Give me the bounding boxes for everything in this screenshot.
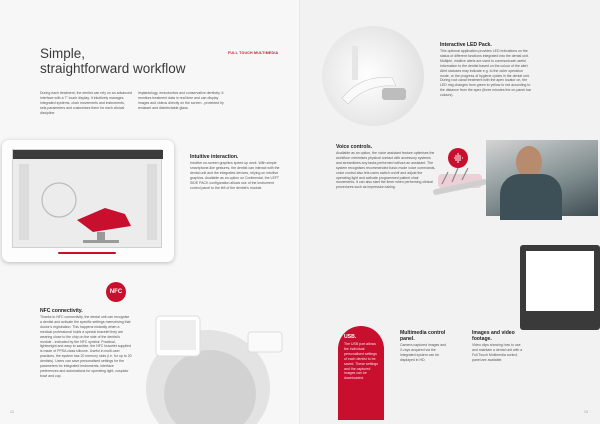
lamp-graphic: [322, 26, 424, 126]
title-line-1: Simple,: [40, 46, 86, 61]
monitor-screen: [526, 251, 594, 311]
monitor-photo: [520, 245, 600, 330]
video-text: Video clips showing how to use and maintain a dental unit with a Full Touch Multimedia control panel are available.: [472, 343, 523, 362]
usb-panel: [338, 326, 384, 420]
video-heading-line-1: Images and video: [472, 330, 515, 336]
voice-heading: Voice controls.: [336, 144, 373, 150]
multimedia-heading-line-2: panel.: [400, 336, 415, 342]
operating-light-photo: [322, 26, 424, 126]
nfc-heading: NFC connectivity.: [40, 308, 83, 314]
video-heading-line-2: footage.: [472, 336, 492, 342]
led-indicator-bar: [58, 252, 116, 254]
voice-text: Available as an option, the voice assistant feature optimises the workflow: minimises physical contact with accessory systems and streamlines any tasks performed without an assistant. The system recognises recommended basic mode voice commands, voice control also lets users switch on/off and adjust the operating light and activate programmed patient chair movements. It can also start the timer when performing clinical procedures such as impression taking.: [336, 151, 436, 190]
video-heading: [472, 330, 528, 342]
dental-chair-graphic: [13, 150, 163, 249]
title-line-2: straightforward workflow: [40, 61, 186, 76]
multimedia-text: Camera captured images and X-rays acquired via the integrated system can be displayed in HD.: [400, 343, 447, 362]
page-number-right: 13: [584, 410, 588, 414]
instrument-tray-photo: [432, 152, 488, 210]
section-tag: FULL TOUCH MULTIMEDIA: [228, 51, 279, 55]
multimedia-heading: [400, 330, 454, 342]
page-number-left: 12: [10, 410, 14, 414]
touch-display-screen: [12, 149, 162, 248]
led-heading: Interactive LED Pack.: [440, 42, 492, 48]
usb-text: The USB port allows the individual personalised settings of each dentist to be saved. These settings and the captured images can be downloaded.: [344, 342, 378, 381]
dentist-photo: [486, 140, 598, 216]
multimedia-heading-line-1: Multimedia control: [400, 330, 446, 336]
dentist-body: [500, 174, 562, 220]
intuitive-heading: Intuitive interaction.: [190, 154, 239, 160]
intuitive-text: Intuitive on-screen graphics speed up work. With simple smartphone-like gestures, the dentist can interact with the dental unit and the integrated devices, relying on intuitive graphics. Available as an option on Continental, the LEFT SIDE PACK configuration allows use of the instrument control panel to the left of the dentist's module.: [190, 161, 280, 190]
nfc-text: Thanks to NFC connectivity, the dental unit can recognise a dentist and activate the specific settings memorising that doctor's registration. This happens instantly when a medical professional holds a special bracelet they are wearing close to the chip on the side of the dentist's module - indicated by the NFC symbol. Practical, lightweight and easy to sanitise, the NFC bracelet supplied is made of PPSA class silicone. Useful in multi-user practices, the system has 20 memory slots (i.e. for up to 20 dentists). Users can save personalised settings for the parameters for integrated instruments, interface preferences and automations for operating light, cuspidor bowl and cup.: [40, 315, 132, 378]
intro-text-col-1: During each treatment, the dentist can rely on an advanced interface with a 7" touch display. It intuitively manages integrated systems, chair movements and instruments, sets parameters and customises them for each clinical discipline: [40, 91, 132, 115]
touch-display-illustration: [2, 140, 174, 262]
page-title: [40, 46, 240, 76]
led-text: This optional application provides LED indications on the status of different functions integrated into the dental unit. Multiple, intuitive alerts are used to communicate useful information to the dentist based on the colour of the alert. Alert statuses may indicate e.g. to the outer operation mode, or the progress of hygiene cycles in the dental unit. During root canal treatment with the apex locator on, the LED ring changes from green to yellow to red according to the distance from the apex (three minutes the on-panel bar colours).: [440, 49, 532, 98]
usb-heading: USB.: [344, 334, 357, 340]
nfc-icon-label: NFC: [109, 289, 123, 295]
intro-text-col-2: implantology, endodontics and conservative dentistry. It monitors treatment data in real time and can display images and videos directly on the screen - protected by resistant and disinfectable glass.: [138, 91, 224, 110]
